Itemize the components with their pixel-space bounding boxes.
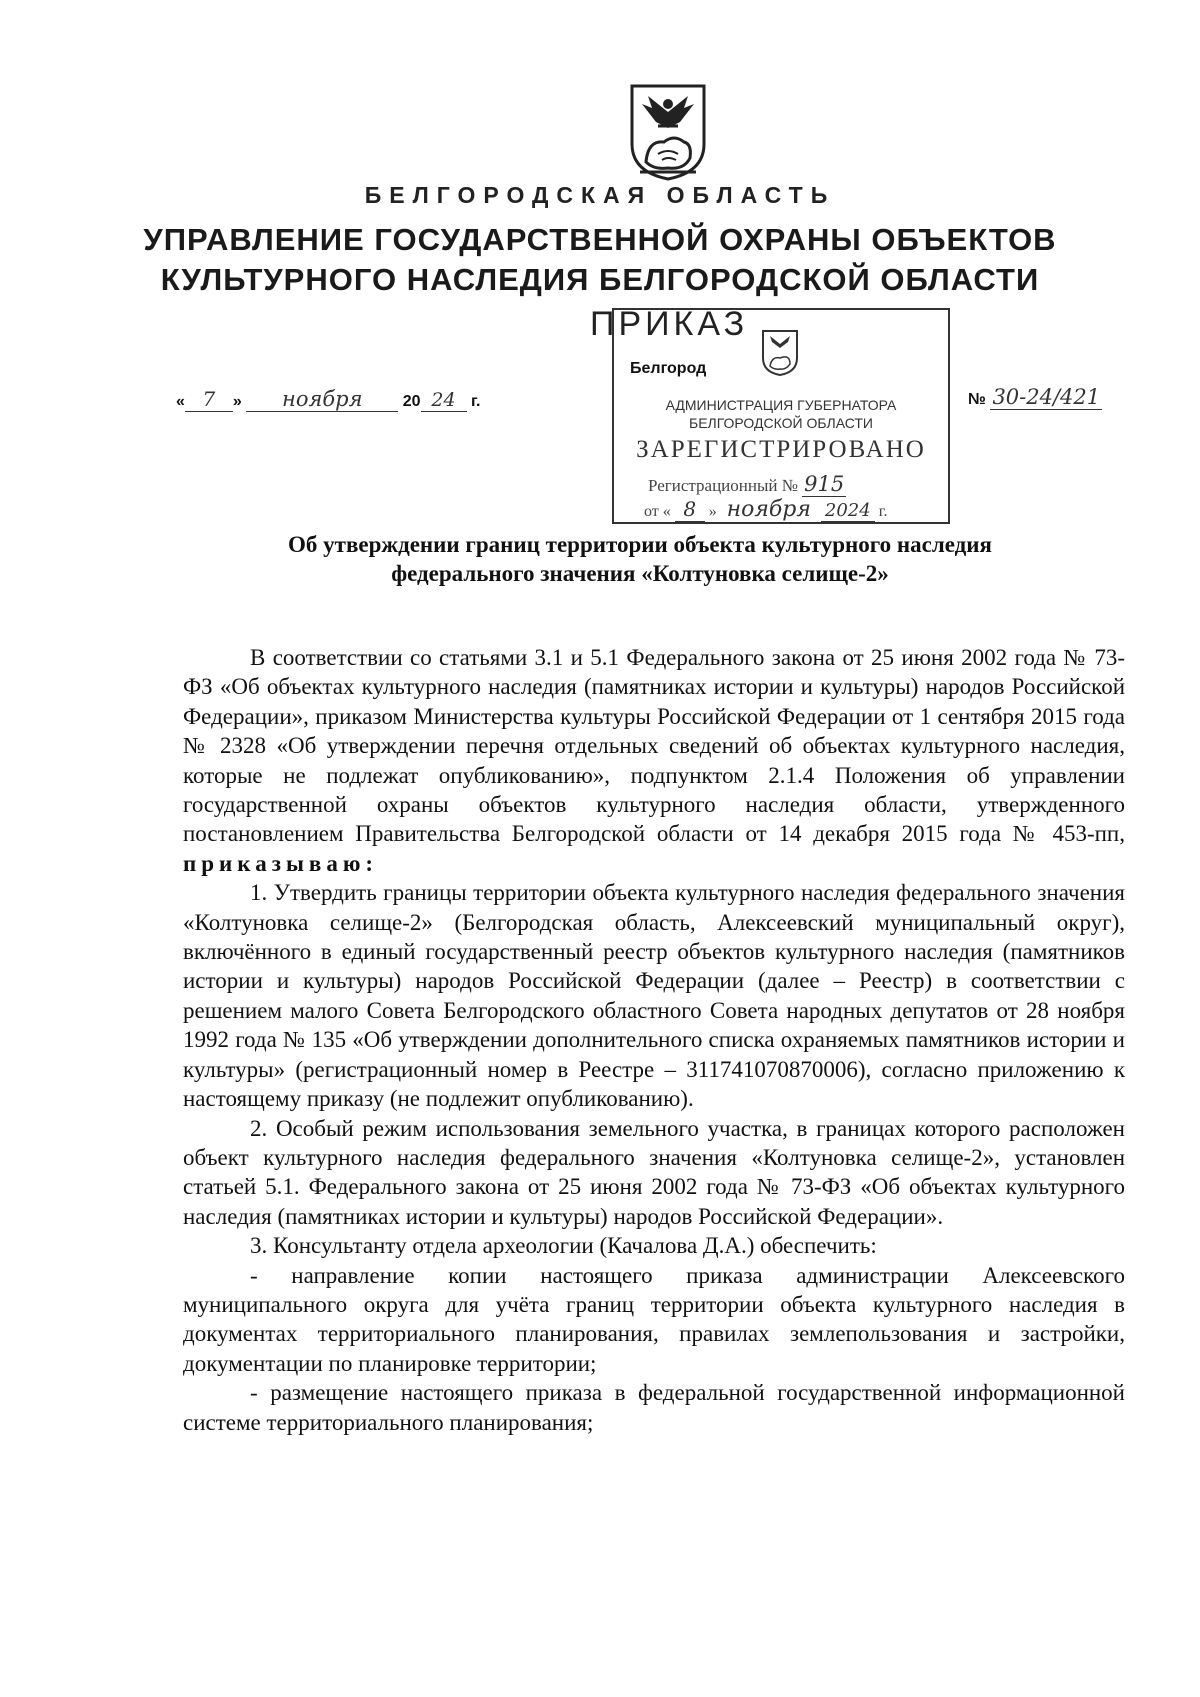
preamble-paragraph — [183, 643, 1125, 878]
agency-name-line1: УПРАВЛЕНИЕ ГОСУДАРСТВЕННОЙ ОХРАНЫ ОБЪЕКТОВ — [143, 222, 1057, 257]
document-title-line1: Об утверждении границ территории объекта культурного наследия — [288, 532, 992, 557]
stamp-day-close: » — [708, 503, 717, 520]
item-3b-paragraph: - размещение настоящего приказа в федеральной государственной информационной системе территориального планирования; — [183, 1380, 1125, 1435]
doc-number-value: 30-24/421 — [990, 385, 1102, 410]
document-title-line2: федерального значения «Колтуновка селище-2» — [391, 561, 889, 586]
stamp-from-label: от « — [644, 503, 671, 520]
date-day: 7 — [185, 387, 233, 412]
item-1-paragraph: 1. Утвердить границы территории объекта культурного наследия федерального значения «Колтуновка селище-2» (Белгородская область, Алексеевский муниципальный округ), включённого в единый государственный реестр объектов культурного наследия (памятников истории и культуры) народов Российской Федерации (далее – Реестр) в соответствии с решением малого Совета Белгородского областного Совета народных депутатов от 28 ноября 1992 года № 135 «Об утверждении дополнительного списка охраняемых памятников истории и культуры» (регистрационный номер в Реестре – 311741070870006), согласно приложению к настоящему приказу (не подлежит опубликованию). — [183, 880, 1125, 1112]
stamp-day: 8 — [675, 497, 705, 522]
document-body — [183, 643, 1125, 1437]
stamp-year-unit: г. — [878, 503, 888, 520]
stamp-authority-line1: АДМИНИСТРАЦИЯ ГУБЕРНАТОРА — [665, 397, 897, 413]
stamp-authority-line2: БЕЛГОРОДСКОЙ ОБЛАСТИ — [689, 415, 873, 431]
stamp-reg-number: 915 — [804, 472, 845, 496]
stamp-emblem-icon — [760, 328, 800, 378]
date-month: ноября — [246, 387, 398, 412]
region-name: БЕЛГОРОДСКАЯ ОБЛАСТЬ — [364, 182, 836, 208]
stamp-registered-label: ЗАРЕГИСТРИРОВАНО — [636, 436, 926, 463]
stamp-month: ноября — [721, 497, 817, 523]
stamp-reg-label: Регистрационный № — [648, 476, 798, 495]
item-3-paragraph: 3. Консультанту отдела археологии (Качалова Д.А.) обеспечить: — [250, 1233, 877, 1259]
agency-name-line2: КУЛЬТУРНОГО НАСЛЕДИЯ БЕЛГОРОДСКОЙ ОБЛАСТИ — [160, 262, 1040, 297]
doc-number-label: № — [968, 391, 986, 408]
date-year-unit: г. — [470, 393, 481, 410]
preamble-text: В соответствии со статьями 3.1 и 5.1 Федерального закона от 25 июня 2002 года № 73-ФЗ «Об объектах культурного наследия (памятниках истории и культуры) народов Российской Федерации», приказом Министерства культуры Российской Федерации от 1 сентября 2015 года № 2328 «Об утверждении перечня отдельных сведений об объектах культурного наследия, которые не подлежат опубликованию», подпунктом 2.1.4 Положения об управлении государственной охраны объектов культурного наследия области, утвержденного постановлением Правительства Белгородской области от 14 декабря 2015 года № 453-пп, — [183, 645, 1125, 847]
item-2-paragraph: 2. Особый режим использования земельного участка, в границах которого расположен объект культурного наследия федерального значения «Колтуновка селище-2», установлен статьей 5.1. Федерального закона от 25 июня 2002 года № 73-ФЗ «Об объектах культурного наследия (памятниках истории и культуры) народов Российской Федерации». — [183, 1115, 1125, 1229]
document-date: « 7 » ноября 20 24 г. — [176, 387, 481, 411]
document-number — [968, 385, 1102, 410]
document-type-title: ПРИКАЗ — [590, 305, 749, 343]
date-year-suffix: 24 — [421, 389, 467, 412]
coat-of-arms-emblem — [628, 82, 708, 182]
item-3a-paragraph: - направление копии настоящего приказа администрации Алексеевского муниципального округа для учёта границ территории объекта культурного наследия в документах территориального планирования, правилах землепользования и застройки, документации по планировке территории; — [183, 1262, 1125, 1376]
stamp-date-row — [644, 497, 888, 523]
stamp-registration-number-row — [648, 472, 846, 497]
date-year-prefix: 20 — [402, 393, 421, 410]
order-word: приказываю: — [183, 850, 379, 876]
city-name: Белгород — [630, 360, 707, 377]
stamp-year: 2024 — [821, 500, 875, 522]
document-title — [200, 530, 1080, 588]
